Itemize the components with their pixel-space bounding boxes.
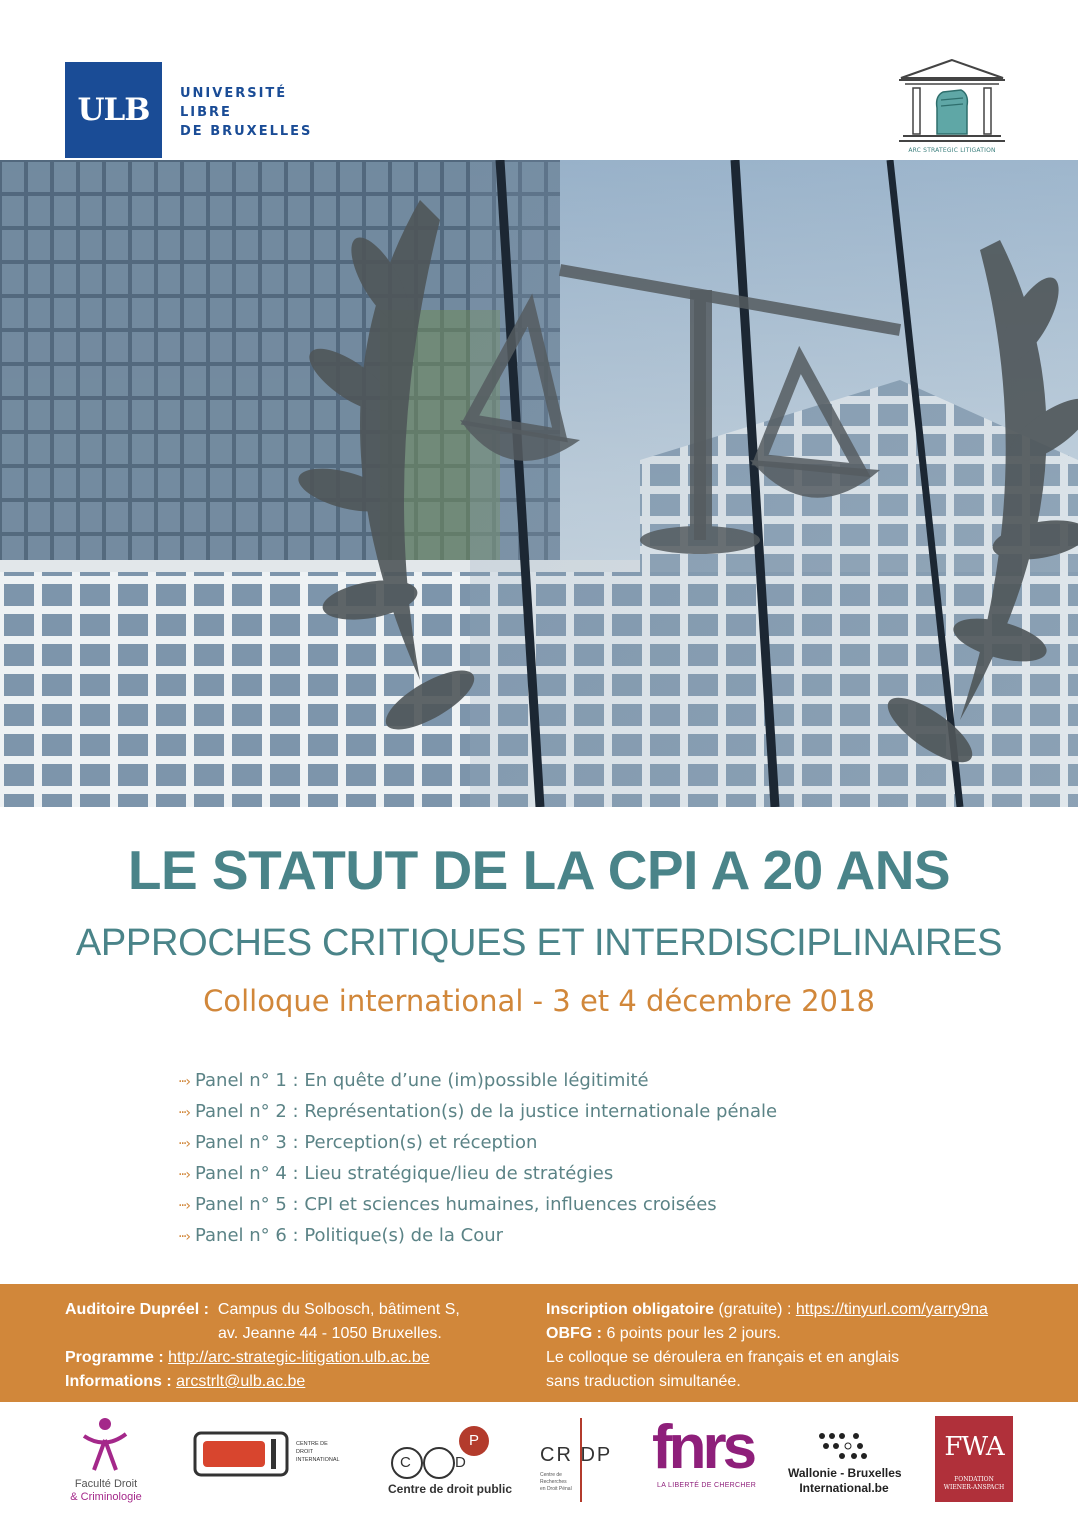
dotted-arrow-icon: ···› — [178, 1136, 189, 1152]
icc-building-photo — [0, 160, 1078, 807]
panel-item — [178, 1223, 777, 1254]
program-link[interactable]: http://arc-strategic-litigation.ulb.ac.be — [168, 1349, 430, 1366]
cdi-line-2: DROIT — [296, 1449, 314, 1455]
crdp-line-1: Centre de — [540, 1472, 562, 1478]
faculte-line-1: Faculté Droit — [74, 1478, 138, 1490]
contact-label: Informations : — [65, 1373, 172, 1390]
crdp-line-3: en Droit Pénal — [540, 1486, 572, 1492]
wbi-caption — [788, 1466, 900, 1496]
panel-text: Panel n° 1 : En quête d’une (im)possible légitimité — [194, 1070, 649, 1091]
cdp-letters: C D — [400, 1454, 486, 1471]
panel-text: Panel n° 4 : Lieu stratégique/lieu de stratégies — [194, 1163, 614, 1184]
fwa-caption — [938, 1476, 1010, 1492]
fwa-line-1: FONDATION — [954, 1476, 994, 1483]
panel-item — [178, 1161, 777, 1192]
info-band — [0, 1284, 1078, 1402]
language-line-1: Le colloque se déroulera en français et en anglais — [546, 1349, 900, 1366]
panel-item — [178, 1099, 777, 1130]
wbi-line-1: Wallonie - Bruxelles — [788, 1466, 902, 1480]
fnrs-logo: fnrs — [652, 1413, 754, 1482]
program-label: Programme : — [65, 1349, 164, 1366]
ulb-logo — [65, 62, 162, 158]
language-line-2: sans traduction simultanée. — [546, 1373, 741, 1390]
faculte-droit-caption — [60, 1478, 152, 1504]
dotted-arrow-icon: ···› — [178, 1167, 189, 1183]
cdp-logo — [389, 1425, 499, 1481]
info-left-column — [65, 1298, 460, 1394]
cdi-logo — [193, 1431, 289, 1477]
dotted-arrow-icon: ···› — [178, 1198, 189, 1214]
fwa-mark: FWA — [944, 1432, 1004, 1462]
obfg-text: 6 points pour les 2 jours. — [606, 1325, 781, 1342]
venue-label: Auditoire Dupréel : — [65, 1301, 210, 1318]
venue-line-1: Campus du Solbosch, bâtiment S, — [217, 1301, 460, 1318]
event-date-line: Colloque international - 3 et 4 décembre 2018 — [203, 984, 875, 1018]
dotted-arrow-icon: ···› — [178, 1074, 189, 1090]
fnrs-tagline: LA LIBERTÉ DE CHERCHER — [657, 1482, 757, 1489]
panel-list — [178, 1068, 777, 1254]
crdp-line-2: Recherches — [540, 1479, 567, 1485]
panel-item — [178, 1192, 777, 1223]
poster-subtitle: APPROCHES CRITIQUES ET INTERDISCIPLINAIRES — [75, 922, 1003, 964]
poster-title: LE STATUT DE LA CPI A 20 ANS — [127, 839, 951, 901]
panel-text: Panel n° 5 : CPI et sciences humaines, influences croisées — [194, 1194, 717, 1215]
obfg-label: OBFG : — [546, 1325, 602, 1342]
registration-note: (gratuite) : — [718, 1301, 792, 1318]
cdi-line-3: INTERNATIONAL — [296, 1457, 340, 1463]
panel-item — [178, 1068, 777, 1099]
dotted-arrow-icon: ···› — [178, 1105, 189, 1121]
panel-text: Panel n° 6 : Politique(s) de la Cour — [194, 1225, 504, 1246]
contact-email-link[interactable]: arcstrlt@ulb.ac.be — [176, 1373, 306, 1390]
cdp-name: Centre de droit public — [388, 1482, 513, 1496]
panel-text: Panel n° 2 : Représentation(s) de la justice internationale pénale — [194, 1101, 778, 1122]
crdp-mark: CR DP — [540, 1444, 613, 1466]
faculte-line-2: & Criminologie — [70, 1491, 142, 1503]
venue-line-2: av. Jeanne 44 - 1050 Bruxelles. — [218, 1325, 442, 1342]
wbi-logo-dots — [818, 1430, 868, 1460]
info-right-column — [546, 1298, 988, 1394]
cdp-p-letter: P — [469, 1432, 480, 1449]
arc-strategic-litigation-logo — [895, 56, 1009, 156]
panel-item — [178, 1130, 777, 1161]
registration-label: Inscription obligatoire — [546, 1301, 715, 1318]
crdp-caption — [540, 1472, 572, 1493]
ulb-logo-text: ULB — [77, 92, 150, 128]
registration-link[interactable]: https://tinyurl.com/yarry9na — [795, 1301, 988, 1318]
faculte-droit-logo — [80, 1414, 130, 1474]
arc-logo-caption: ARC STRATEGIC LITIGATION — [908, 147, 996, 154]
university-name-line-2: LIBRE — [180, 105, 232, 120]
cdi-caption — [296, 1440, 340, 1464]
dotted-arrow-icon: ···› — [178, 1229, 189, 1245]
cdi-line-1: CENTRE DE — [296, 1441, 328, 1447]
university-name-line-1: UNIVERSITÉ — [180, 86, 288, 101]
fwa-line-2: WIENER-ANSPACH — [943, 1484, 1005, 1491]
wbi-line-2: International.be — [799, 1481, 889, 1495]
panel-text: Panel n° 3 : Perception(s) et réception — [194, 1132, 538, 1153]
university-name-line-3: DE BRUXELLES — [180, 124, 313, 139]
university-name — [180, 84, 312, 141]
